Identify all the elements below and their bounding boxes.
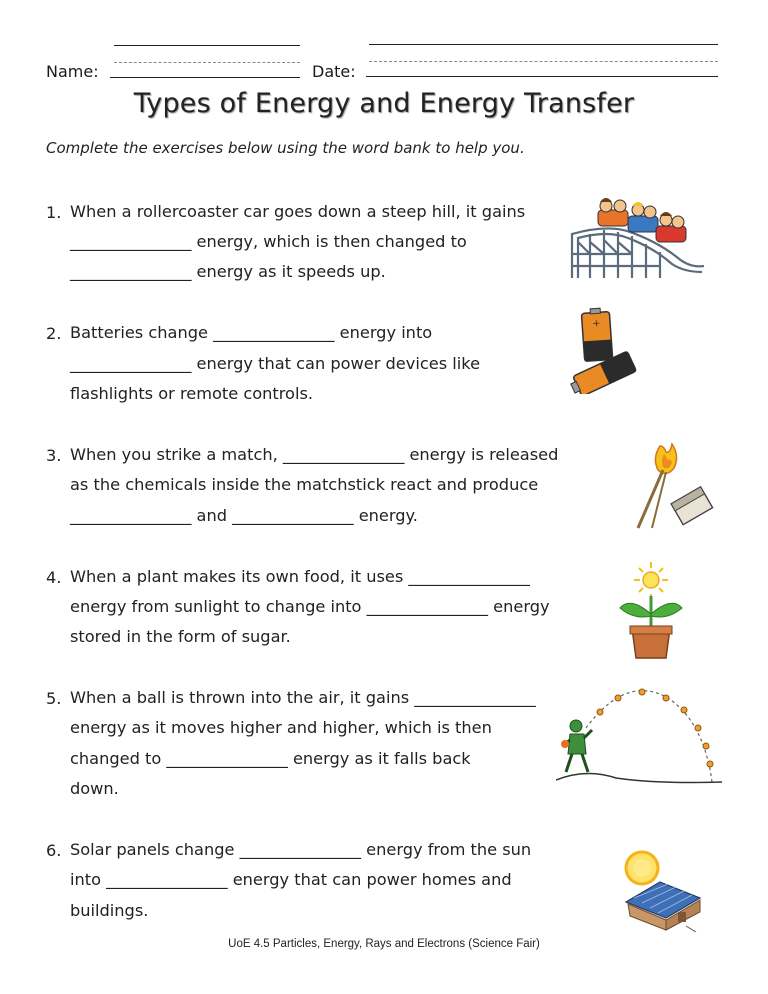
question-number: 3.: [46, 446, 62, 465]
question-3-line-2: as the chemicals inside the matchstick react and produce: [70, 475, 539, 494]
question-6-line-2: into _______________ energy that can power homes and: [70, 870, 512, 889]
question-1-line-2: _______________ energy, which is then changed to: [70, 232, 467, 251]
date-dash: [369, 61, 718, 62]
match-icon: [630, 438, 720, 534]
question-5-line-2: energy as it moves higher and higher, which is then: [70, 718, 492, 737]
question-1-line-1: When a rollercoaster car goes down a steep hill, it gains: [70, 202, 526, 221]
question-number: 6.: [46, 841, 62, 860]
question-number: 2.: [46, 324, 62, 343]
page-title: Types of Energy and Energy Transfer: [133, 88, 635, 119]
question-6-line-1: Solar panels change _______________ energy from the sun: [70, 840, 532, 859]
plant-icon: [616, 560, 686, 660]
batteries-icon: [566, 306, 642, 394]
question-4-line-3: stored in the form of sugar.: [70, 627, 291, 646]
question-3-line-1: When you strike a match, _______________ energy is released: [70, 445, 559, 464]
ball-throw-icon: [556, 684, 722, 788]
name-field[interactable]: [110, 77, 300, 78]
question-2-line-2: _______________ energy that can power devices like: [70, 354, 481, 373]
question-5-line-1: When a ball is thrown into the air, it gains _______________: [70, 688, 536, 707]
footer-text: UoE 4.5 Particles, Energy, Rays and Electrons (Science Fair): [228, 938, 540, 950]
date-label: Date:: [312, 62, 356, 81]
question-2-line-3: flashlights or remote controls.: [70, 384, 314, 403]
question-4-line-2: energy from sunlight to change into _______________ energy: [70, 597, 550, 616]
solar-house-icon: [620, 846, 704, 932]
date-field[interactable]: [366, 76, 718, 77]
question-3-line-3: _______________ and _______________ energy.: [70, 506, 418, 525]
date-line-top: [369, 44, 718, 45]
question-4-line-1: When a plant makes its own food, it uses _______________: [70, 567, 530, 586]
name-label: Name:: [46, 62, 99, 81]
question-5-line-4: down.: [70, 779, 119, 798]
rollercoaster-icon: [568, 196, 708, 282]
question-number: 4.: [46, 568, 62, 587]
question-2-line-1: Batteries change _______________ energy into: [70, 323, 433, 342]
instructions: Complete the exercises below using the word bank to help you.: [46, 139, 525, 157]
question-1-line-3: _______________ energy as it speeds up.: [70, 262, 386, 281]
name-dash: [114, 62, 300, 63]
svg-text:+: +: [591, 318, 601, 330]
question-5-line-3: changed to _______________ energy as it falls back: [70, 749, 471, 768]
question-number: 5.: [46, 689, 62, 708]
name-line-top: [114, 45, 300, 46]
question-6-line-3: buildings.: [70, 901, 149, 920]
question-number: 1.: [46, 203, 62, 222]
